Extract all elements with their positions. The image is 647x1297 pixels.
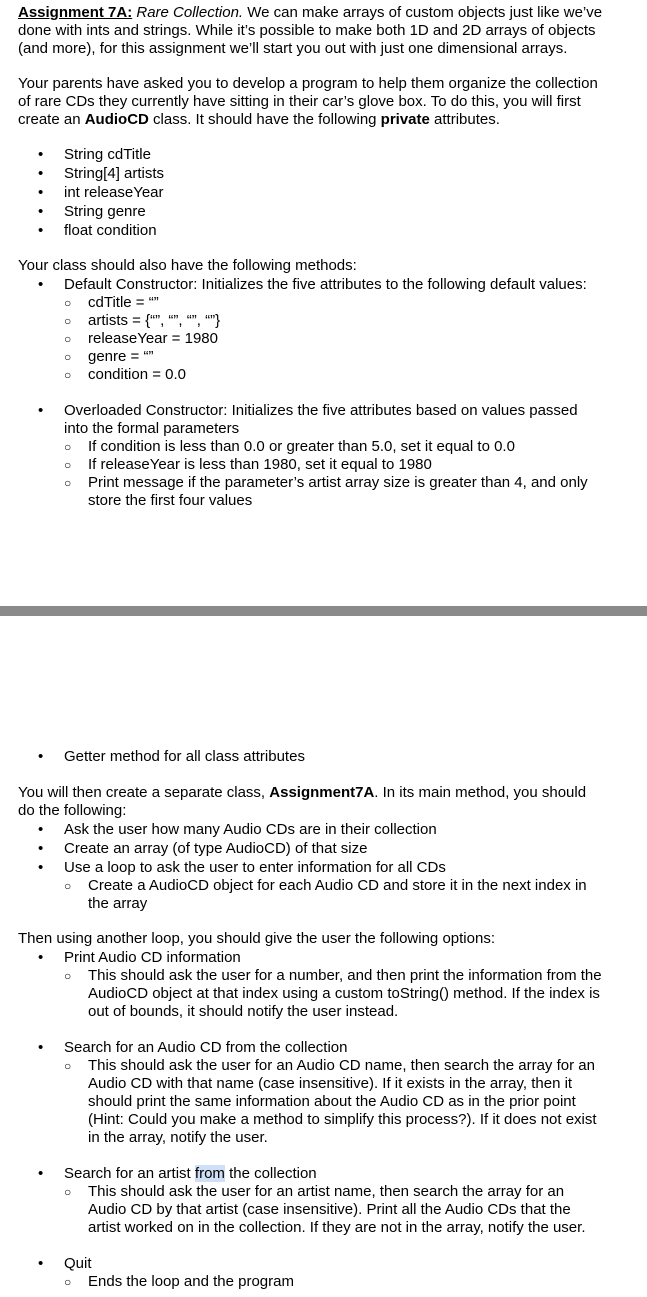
intro-line-2: done with ints and strings. While it’s possible to make both 1D and 2D arrays of objects <box>18 22 596 39</box>
document-page-2 <box>0 616 647 1297</box>
constructor-rule-cont: store the first four values <box>88 492 253 509</box>
intro-line-1 <box>18 4 602 22</box>
sub-bullet <box>64 348 71 366</box>
para2-line-3-mid: class. It should have the following <box>148 111 381 128</box>
sub-bullet <box>64 1273 71 1291</box>
option-detail: out of bounds, it should notify the user instead. <box>88 1003 399 1020</box>
attribute-item: float condition <box>64 222 157 239</box>
default-value: artists = {“”, “”, “”, “”} <box>88 312 221 329</box>
sub-bullet <box>64 877 71 895</box>
option-detail: This should ask the user for a number, and then print the information from the <box>88 967 602 984</box>
bullet <box>38 821 43 839</box>
main-step: Ask the user how many Audio CDs are in their collection <box>64 821 437 838</box>
option-detail: Ends the loop and the program <box>88 1273 294 1290</box>
bullet <box>38 276 43 294</box>
option-title: Print Audio CD information <box>64 949 241 966</box>
methods-intro: Your class should also have the following methods: <box>18 257 357 274</box>
assign-line-1-post: . In its main method, you should <box>374 784 587 801</box>
option-detail: (Hint: Could you make a method to simplify this process?). If it does not exist <box>88 1111 597 1128</box>
class-name-assignment7a: Assignment7A <box>269 784 375 801</box>
overloaded-constructor-line-2: into the formal parameters <box>64 420 240 437</box>
bullet <box>38 1165 43 1183</box>
sub-bullet <box>64 312 71 330</box>
attribute-item: int releaseYear <box>64 184 164 201</box>
assign-line-1 <box>18 784 586 802</box>
sub-bullet <box>64 366 71 384</box>
private-keyword: private <box>380 111 430 128</box>
constructor-rule: Print message if the parameter’s artist array size is greater than 4, and only <box>88 474 588 491</box>
options-intro: Then using another loop, you should give the user the following options: <box>18 930 495 947</box>
para2-line-1: Your parents have asked you to develop a program to help them organize the collection <box>18 75 598 92</box>
loop-sub-line: Create a AudioCD object for each Audio CD and store it in the next index in <box>88 877 587 894</box>
bullet <box>38 203 43 221</box>
loop-sub-line: the array <box>88 895 148 912</box>
option-detail: artist worked on in the collection. If they are not in the array, notify the user. <box>88 1219 586 1236</box>
bullet <box>38 949 43 967</box>
option-detail: This should ask the user for an Audio CD name, then search the array for an <box>88 1057 595 1074</box>
bullet <box>38 402 43 420</box>
default-constructor-label: Default Constructor: Initializes the five attributes to the following default values: <box>64 276 587 293</box>
sub-bullet <box>64 1057 71 1075</box>
option-title: Quit <box>64 1255 92 1272</box>
constructor-rule: If condition is less than 0.0 or greater than 5.0, set it equal to 0.0 <box>88 438 515 455</box>
default-value: genre = “” <box>88 348 154 365</box>
option-detail: AudioCD object at that index using a custom toString() method. If the index is <box>88 985 600 1002</box>
bullet <box>38 1039 43 1057</box>
option-detail: Audio CD with that name (case insensitive). If it exists in the array, then it <box>88 1075 573 1092</box>
option-detail: in the array, notify the user. <box>88 1129 268 1146</box>
default-value: releaseYear = 1980 <box>88 330 218 347</box>
assignment-heading: Assignment 7A: <box>18 4 133 21</box>
option-title <box>64 1165 317 1183</box>
sub-bullet <box>64 456 71 474</box>
option-detail: This should ask the user for an artist name, then search the array for an <box>88 1183 565 1200</box>
default-value: condition = 0.0 <box>88 366 186 383</box>
assignment-subtitle: Rare Collection. <box>136 4 244 21</box>
bullet <box>38 1255 43 1273</box>
bullet <box>38 859 43 877</box>
sub-bullet <box>64 294 71 312</box>
selected-text[interactable]: from <box>194 1165 225 1182</box>
bullet <box>38 840 43 858</box>
assign-line-1-pre: You will then create a separate class, <box>18 784 270 801</box>
sub-bullet <box>64 967 71 985</box>
bullet <box>38 165 43 183</box>
option-detail: Audio CD by that artist (case insensitive). Print all the Audio CDs that the <box>88 1201 571 1218</box>
para2-line-3 <box>18 111 500 129</box>
assign-line-2: do the following: <box>18 802 127 819</box>
attribute-item: String[4] artists <box>64 165 165 182</box>
sub-bullet <box>64 330 71 348</box>
option-title-pre: Search for an artist <box>64 1165 195 1182</box>
main-step: Create an array (of type AudioCD) of that size <box>64 840 368 857</box>
option-title: Search for an Audio CD from the collection <box>64 1039 348 1056</box>
sub-bullet <box>64 438 71 456</box>
option-title-post: the collection <box>224 1165 317 1182</box>
bullet <box>38 222 43 240</box>
page-break <box>0 606 647 616</box>
class-name-audiocd: AudioCD <box>84 111 149 128</box>
document-page-1 <box>0 0 647 606</box>
attribute-item: String genre <box>64 203 146 220</box>
bullet <box>38 748 43 766</box>
para2-line-3-pre: create an <box>18 111 85 128</box>
para2-line-2: of rare CDs they currently have sitting in their car’s glove box. To do this, you will first <box>18 93 581 110</box>
attribute-item: String cdTitle <box>64 146 151 163</box>
option-detail: should print the same information about the Audio CD as in the prior point <box>88 1093 576 1110</box>
bullet <box>38 184 43 202</box>
main-step: Use a loop to ask the user to enter information for all CDs <box>64 859 446 876</box>
bullet <box>38 146 43 164</box>
overloaded-constructor-line-1: Overloaded Constructor: Initializes the five attributes based on values passed <box>64 402 578 419</box>
sub-bullet <box>64 1183 71 1201</box>
intro-line-1-rest: We can make arrays of custom objects just like we’ve <box>243 4 603 21</box>
constructor-rule: If releaseYear is less than 1980, set it equal to 1980 <box>88 456 432 473</box>
default-value: cdTitle = “” <box>88 294 159 311</box>
para2-line-3-post: attributes. <box>429 111 500 128</box>
intro-line-3: (and more), for this assignment we’ll start you out with just one dimensional arrays. <box>18 40 568 57</box>
getter-item: Getter method for all class attributes <box>64 748 305 765</box>
sub-bullet <box>64 474 71 492</box>
